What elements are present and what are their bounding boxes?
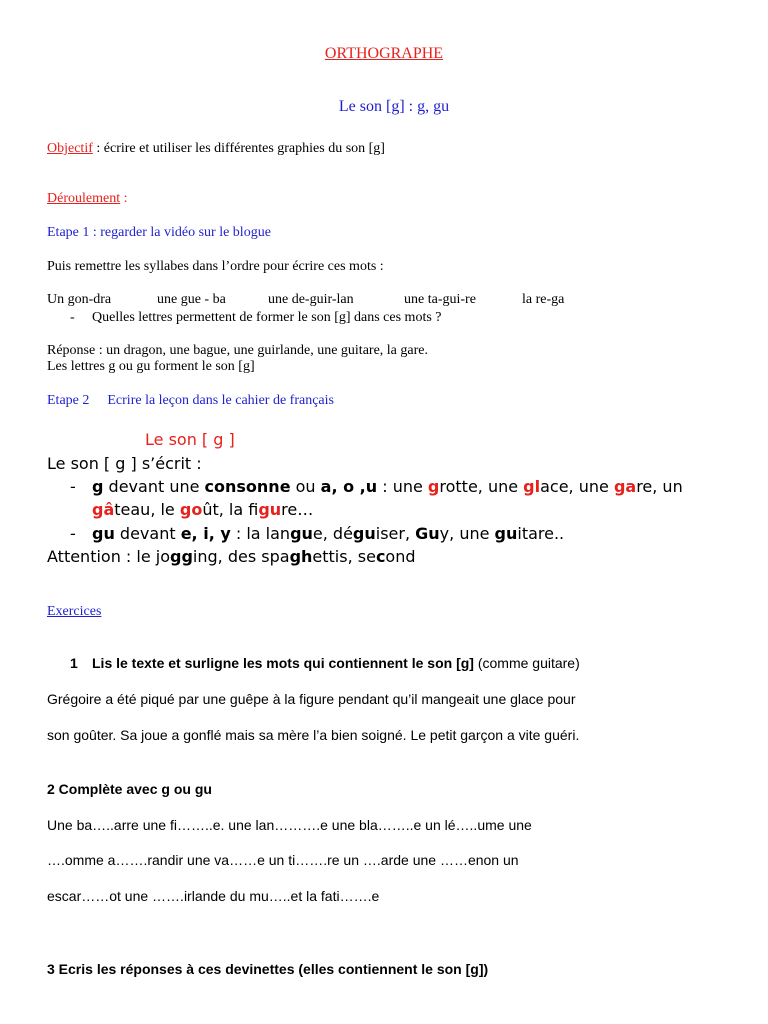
deroulement-colon: :	[120, 191, 128, 206]
syllable-4: une ta-gui-re	[404, 292, 476, 307]
question-text: Quelles lettres permettent de former le son [g] dans ces mots ?	[92, 310, 442, 325]
exercises-label: Exercices	[47, 604, 102, 619]
dash-bullet: -	[70, 477, 76, 496]
ex2-line-1: Une ba…..arre une fi……..e. une lan……….e une bla……..e un lé…..ume une	[47, 817, 532, 833]
syllable-5: la re-ga	[522, 292, 565, 307]
ex1-text-line-1: Grégoire a été piqué par une guêpe à la figure pendant qu’il mangeait une glace pour	[47, 691, 576, 707]
question-line	[70, 310, 442, 326]
answer-line-2: Les lettres g ou gu forment le son [g]	[47, 359, 255, 374]
step2-line	[47, 393, 334, 409]
ex3-title: 3 Ecris les réponses à ces devinettes (elles contiennent le son [g])	[47, 961, 489, 977]
rule-2-line: - gu devant e, i, y : la langue, déguiser, Guy, une guitare..	[70, 524, 565, 543]
ex1-instruction-line	[70, 655, 580, 671]
page-subtitle: Le son [g] : g, gu	[338, 98, 450, 115]
objective-line	[47, 141, 385, 157]
ex2-line-3: escar……ot une …….irlande du mu…..et la fati…….e	[47, 888, 380, 904]
ex2-line-2: ….omme a…….randir une va……e un ti…….re un ….arde une ……enon un	[47, 852, 519, 868]
objective-text: écrire et utiliser les différentes graphies du son [g]	[103, 141, 385, 156]
ex1-note: (comme guitare)	[473, 655, 580, 671]
ex1-instruction: Lis le texte et surligne les mots qui contiennent le son [g]	[92, 655, 474, 671]
step2-label: Etape 2	[47, 393, 90, 408]
syllable-3: une de-guir-lan	[268, 292, 354, 307]
instruction-text: Puis remettre les syllabes dans l’ordre pour écrire ces mots :	[47, 259, 384, 274]
rule-1-line-1: - g devant une consonne ou a, o ,u : une grotte, une glace, une gare, un	[70, 477, 683, 496]
syllable-1: Un gon-dra	[47, 292, 112, 307]
step2-text: Ecrire la leçon dans le cahier de français	[107, 393, 334, 408]
dash-bullet: -	[70, 524, 76, 543]
rule-1-line-2: gâteau, le goût, la figure…	[92, 500, 314, 519]
ex2-title: 2 Complète avec g ou gu	[47, 781, 212, 797]
syllable-2: une gue - ba	[157, 292, 226, 307]
page-title: ORTHOGRAPHE	[324, 45, 444, 62]
objective-colon: :	[92, 141, 104, 156]
lesson-intro: Le son [ g ] s’écrit :	[47, 454, 202, 473]
step1-text: Etape 1 : regarder la vidéo sur le blogue	[47, 225, 271, 240]
answer-line-1: Réponse : un dragon, une bague, une guirlande, une guitare, la gare.	[47, 343, 428, 358]
dash-bullet: -	[70, 310, 75, 325]
ex1-number: 1	[70, 655, 78, 671]
lesson-title: Le son [ g ]	[145, 430, 235, 449]
deroulement-line	[47, 191, 127, 207]
attention-line: Attention : le jogging, des spaghettis, second	[47, 547, 416, 566]
ex1-text-line-2: son goûter. Sa joue a gonflé mais sa mère l’a bien soigné. Le petit garçon a vite guéri.	[47, 727, 580, 743]
objective-label: Objectif	[47, 141, 93, 156]
deroulement-label: Déroulement	[47, 191, 121, 206]
